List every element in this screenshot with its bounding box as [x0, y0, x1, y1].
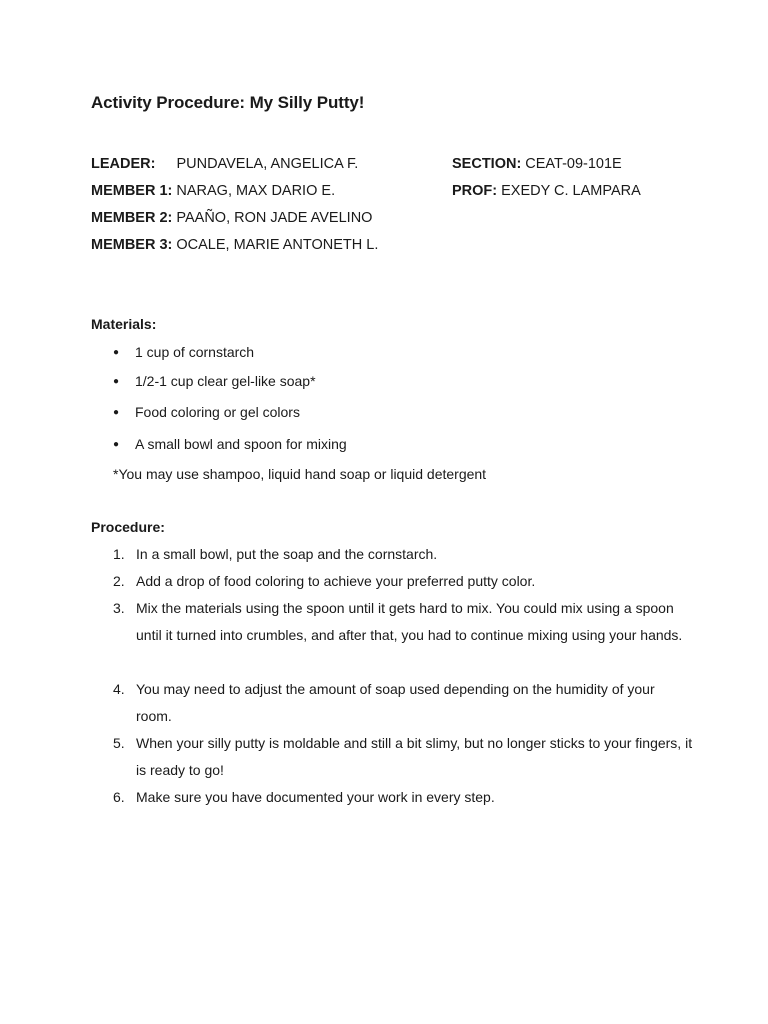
list-item — [113, 436, 347, 452]
member2-name: PAAÑO, RON JADE AVELINO — [176, 210, 373, 226]
materials-note: *You may use shampoo, liquid hand soap or liquid detergent — [113, 466, 487, 482]
member1-row — [91, 182, 335, 200]
step-text: In a small bowl, put the soap and the cornstarch. — [136, 546, 438, 562]
materials-heading: Materials: — [91, 316, 157, 332]
list-item — [113, 344, 254, 360]
leader-name: PUNDAVELA, ANGELICA F. — [176, 156, 359, 172]
material-text: 1 cup of cornstarch — [135, 344, 255, 360]
procedure-heading: Procedure: — [91, 519, 165, 535]
prof-row — [452, 182, 641, 200]
procedure-step — [113, 784, 693, 811]
member3-row — [91, 236, 378, 254]
step-text: Make sure you have documented your work in every step. — [136, 789, 495, 805]
procedure-step — [113, 568, 693, 595]
step-number: 1. — [113, 546, 125, 562]
procedure-step — [113, 730, 693, 784]
member3-label: MEMBER 3: — [91, 237, 173, 253]
step-text: Mix the materials using the spoon until it gets hard to mix. You could mix using a spoon until it turned into crumbles, and after that, you had to continue mixing using your hands. — [136, 600, 683, 643]
section-row — [452, 155, 622, 173]
step-text: You may need to adjust the amount of soap used depending on the humidity of your room. — [136, 681, 655, 724]
leader-label: LEADER: — [91, 156, 156, 172]
material-text: Food coloring or gel colors — [135, 404, 300, 420]
prof-label: PROF: — [452, 183, 498, 199]
prof-value: EXEDY C. LAMPARA — [501, 183, 641, 199]
step-text: Add a drop of food coloring to achieve your preferred putty color. — [136, 573, 536, 589]
step-number: 3. — [113, 600, 125, 616]
bullet-icon: ● — [113, 439, 120, 450]
section-label: SECTION: — [452, 156, 522, 172]
bullet-icon: ● — [113, 347, 120, 358]
bullet-icon: ● — [113, 376, 120, 387]
step-number: 2. — [113, 573, 125, 589]
member1-name: NARAG, MAX DARIO E. — [176, 183, 336, 199]
member1-label: MEMBER 1: — [91, 183, 173, 199]
material-text: 1/2-1 cup clear gel-like soap* — [135, 373, 316, 389]
list-item — [113, 373, 316, 389]
procedure-step — [113, 676, 693, 730]
list-item — [113, 404, 300, 420]
document-title: Activity Procedure: My Silly Putty! — [91, 93, 365, 112]
member3-name: OCALE, MARIE ANTONETH L. — [176, 237, 379, 253]
procedure-step — [113, 595, 693, 649]
step-number: 4. — [113, 681, 125, 697]
procedure-step — [113, 541, 693, 568]
bullet-icon: ● — [113, 407, 120, 418]
leader-row — [91, 155, 358, 173]
step-text: When your silly putty is moldable and still a bit slimy, but no longer sticks to your fingers, it is ready to go! — [136, 735, 693, 778]
material-text: A small bowl and spoon for mixing — [135, 436, 347, 452]
member2-label: MEMBER 2: — [91, 210, 173, 226]
step-number: 5. — [113, 735, 125, 751]
section-value: CEAT-09-101E — [525, 156, 622, 172]
member2-row — [91, 209, 372, 227]
step-number: 6. — [113, 789, 125, 805]
